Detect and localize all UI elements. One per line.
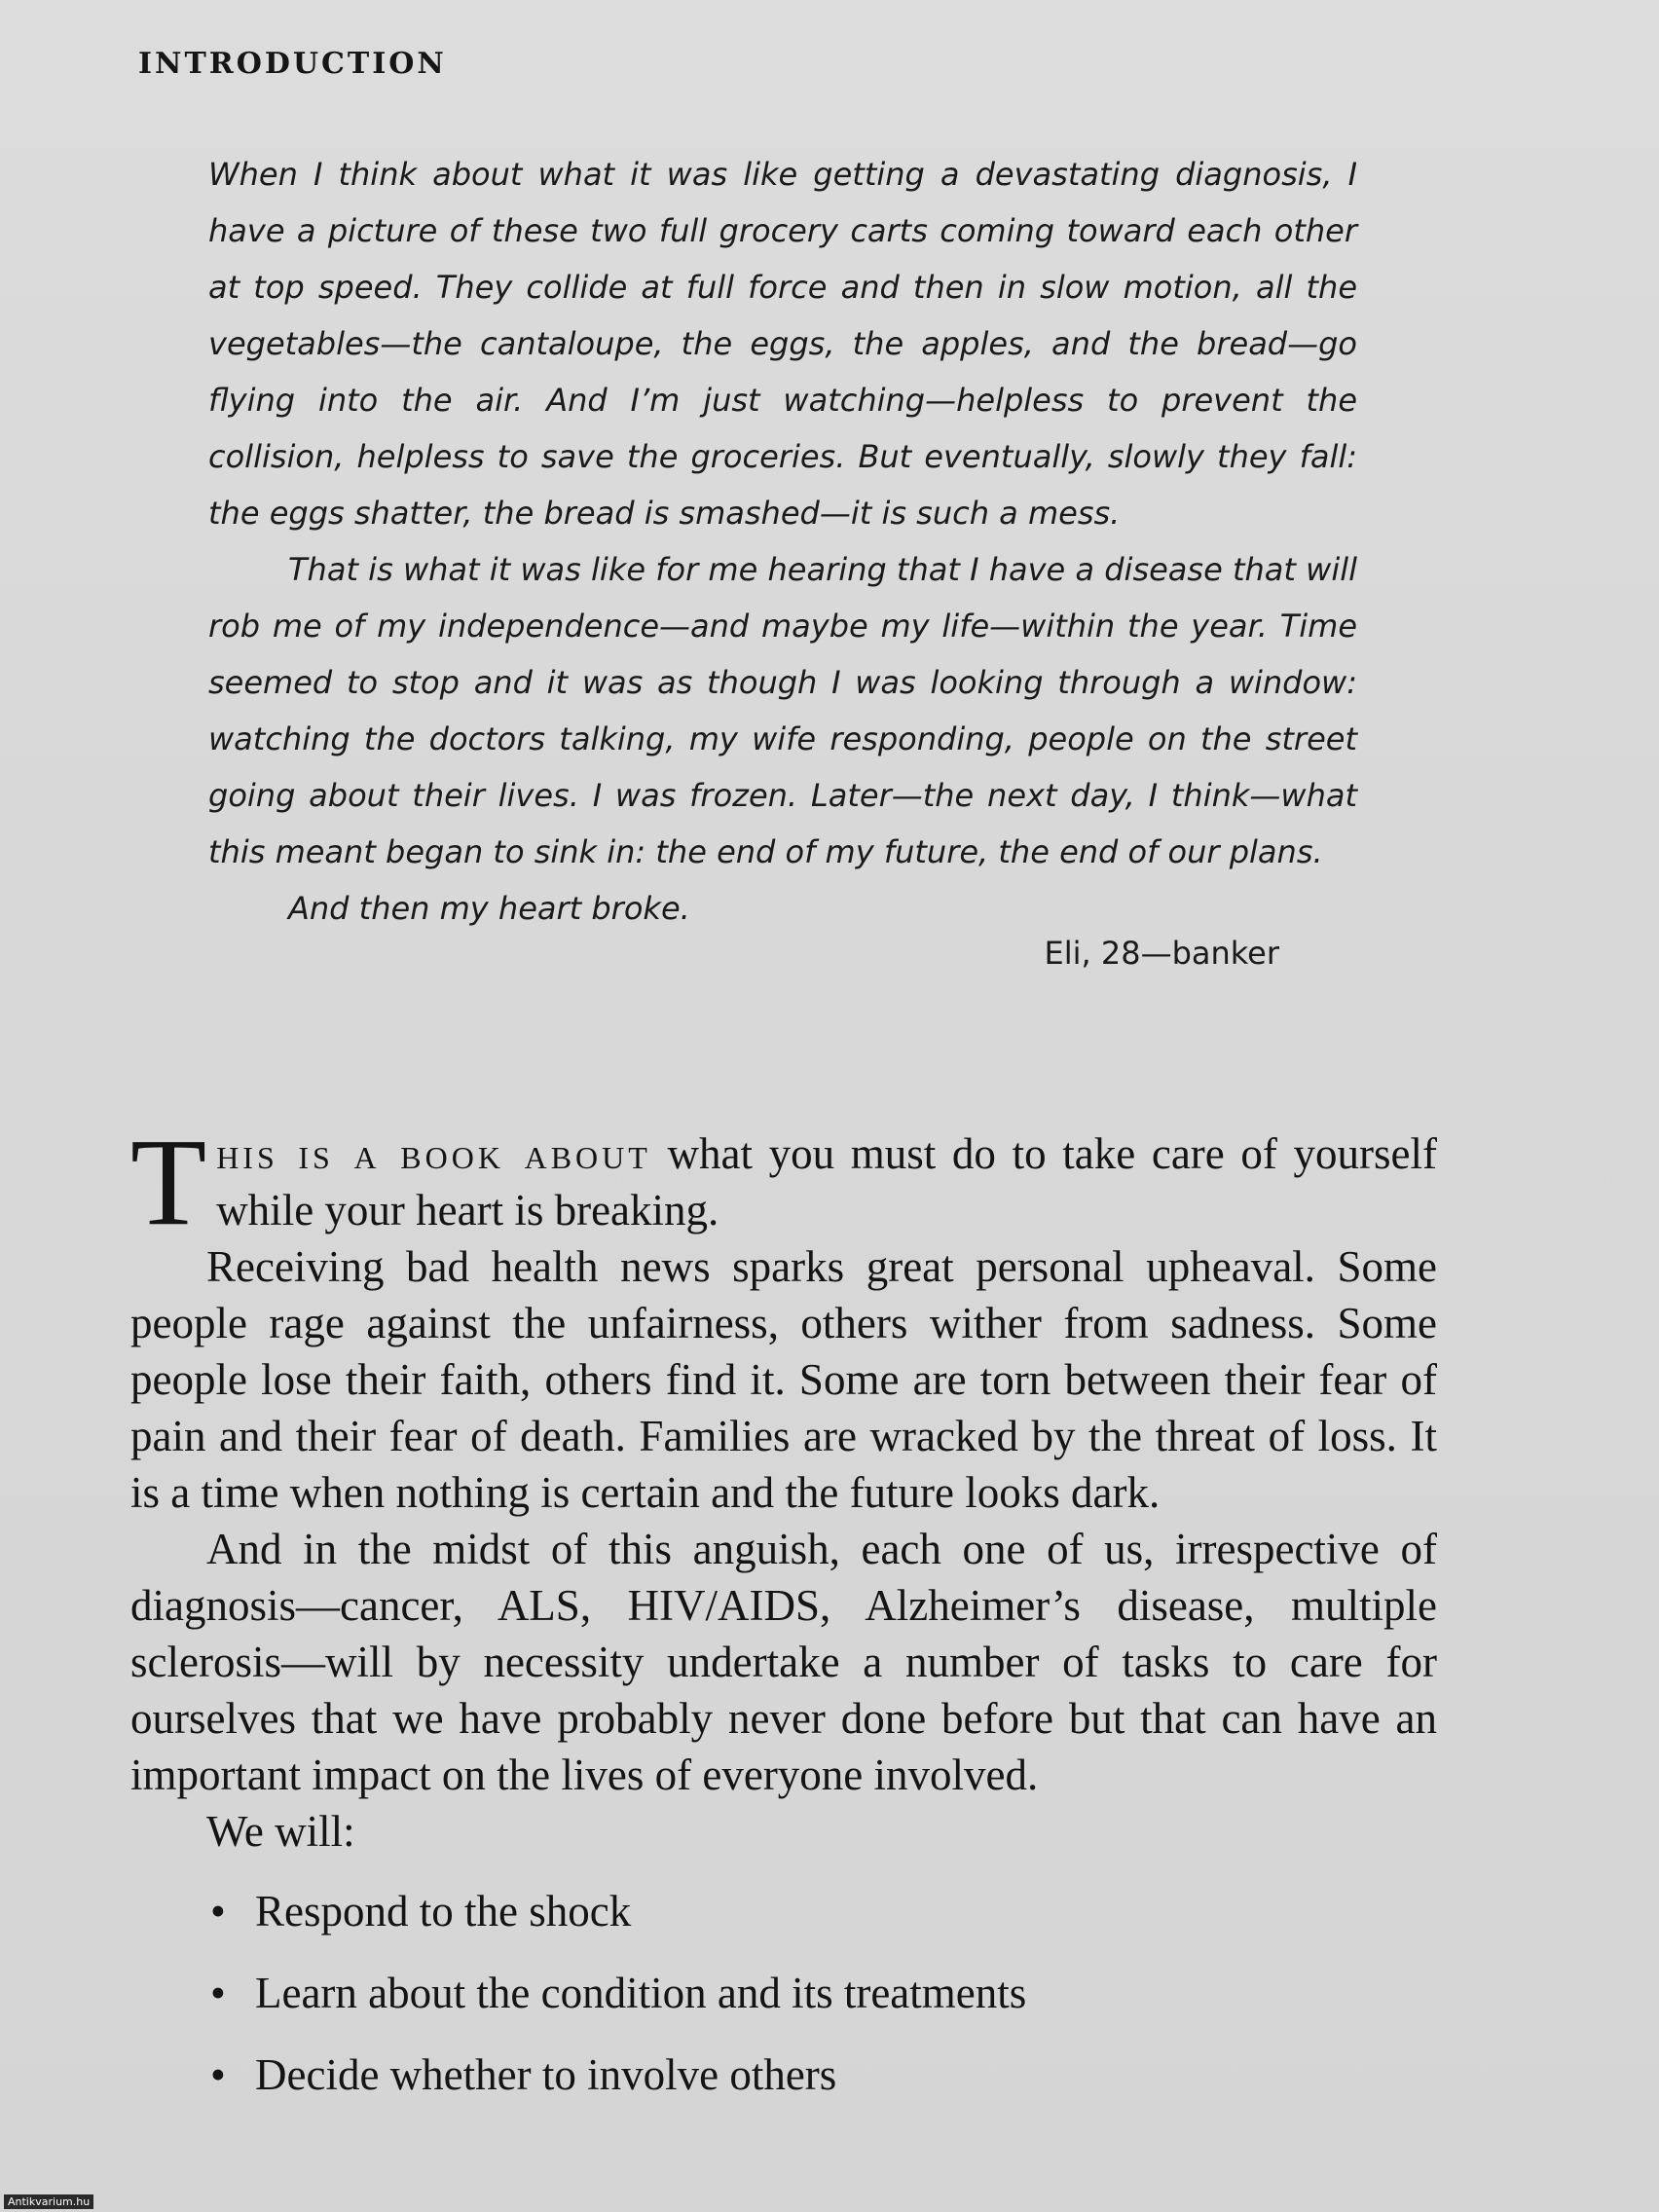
bullet-icon: • — [210, 2050, 226, 2099]
list-item — [210, 2046, 1437, 2103]
drop-cap: T — [130, 1113, 207, 1251]
body-paragraph-4: We will: — [206, 1807, 355, 1856]
opening-paragraph — [130, 1113, 1438, 1251]
list-item — [210, 1965, 1437, 2021]
list-item-text: Respond to the shock — [255, 1887, 632, 1936]
body-paragraph-2: Receiving bad health news sparks great personal upheaval. Some people rage against the unfairness, others wither from sadness. Some people lose their faith, others find it. Some are torn between their fear of pain and their fear of death. Families are wracked by the threat of loss. It is a time when nothing is certain and the future looks dark. — [130, 1242, 1437, 1517]
body-paragraph-3: And in the midst of this anguish, each one of us, irrespective of diagnosis—cancer, ALS, HIV/AIDS, Alzheimer’s disease, multiple sclerosis—will by necessity undertake a number of tasks to care for ourselves that we have probably never done before but that can have an important impact on the lives of everyone involved. — [130, 1525, 1437, 1799]
body-text — [130, 1113, 1438, 2128]
list-item-text: Learn about the condition and its treatments — [255, 1969, 1027, 2017]
watermark: Antikvarium.hu — [4, 2194, 93, 2209]
epigraph-quote — [208, 146, 1357, 937]
epigraph-paragraph-1: When I think about what it was like getting a devastating diagnosis, I have a picture of these two full grocery carts coming toward each other at top speed. They collide at full force and then in slow motion, all the vegetables—the cantaloupe, the eggs, the apples, and the bread—go flying into the air. And I’m just watching—helpless to prevent the collision, helpless to save the groceries. But eventually, slowly they fall: the eggs shatter, the bread is smashed—it is such a mess. — [208, 156, 1357, 532]
opening-smallcaps: his is a book about — [216, 1129, 651, 1178]
list-item-text: Decide whether to involve others — [255, 2050, 837, 2099]
task-list — [130, 1883, 1437, 2103]
epigraph-attribution: Eli, 28—banker — [1044, 935, 1279, 972]
epigraph-paragraph-2: That is what it was like for me hearing that I have a disease that will rob me of my independence—and maybe my life—within the year. Time seemed to stop and it was as though I was looking through a window: watching the doctors talking, my wife responding, people on the street going about their lives. I was frozen. Later—the next day, I think—what this meant began to sink in: the end of my future, the end of our plans. — [208, 551, 1357, 870]
opening-text: what you must do to take care of yourself while your heart is breaking. — [216, 1129, 1438, 1235]
epigraph-paragraph-3: And then my heart broke. — [288, 890, 690, 927]
bullet-icon: • — [210, 1887, 226, 1936]
bullet-icon: • — [210, 1969, 226, 2017]
running-head: INTRODUCTION — [138, 47, 447, 81]
list-item — [210, 1883, 1437, 1939]
